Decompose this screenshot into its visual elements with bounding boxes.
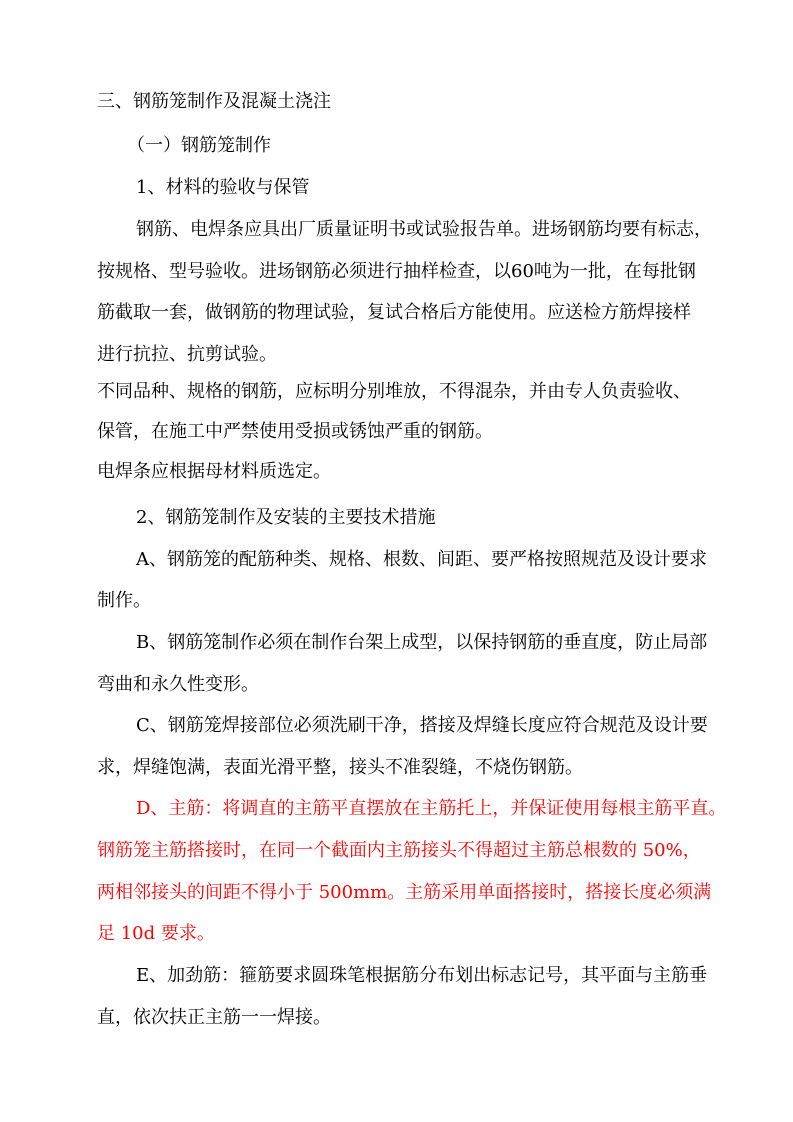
subsection-heading: （一）钢筋笼制作: [127, 135, 271, 156]
item2-heading: 2、钢筋笼制作及安装的主要技术措施: [136, 507, 436, 528]
para2-line: 保管，在施工中严禁使用受损或锈蚀严重的钢筋。: [97, 421, 493, 442]
para-a-line: 制作。: [97, 590, 151, 611]
para1-line: 钢筋、电焊条应具出厂质量证明书或试验报告单。进场钢筋均要有标志，: [136, 219, 712, 240]
para1-line: 进行抗拉、抗剪试验。: [97, 344, 277, 365]
section-heading: 三、钢筋笼制作及混凝土浇注: [97, 91, 331, 112]
para1-line: 按规格、型号验收。进场钢筋必须进行抽样检查，以60吨为一批，在每批钢: [97, 261, 696, 282]
para-d-line: D、主筋：将调直的主筋平直摆放在主筋托上，并保证使用每根主筋平直。: [136, 798, 727, 819]
para-e-line: E、加劲筋：箍筋要求圆珠笔根据筋分布划出标志记号，其平面与主筋垂: [136, 965, 708, 986]
para-a-line: A、钢筋笼的配筋种类、规格、根数、间距、要严格按照规范及设计要求: [136, 549, 707, 570]
para3-line: 电焊条应根据母材料质选定。: [97, 461, 331, 482]
para1-line: 筋截取一套，做钢筋的物理试验，复试合格后方能使用。应送检方筋焊接样: [97, 302, 691, 323]
para-b-line: B、钢筋笼制作必须在制作台架上成型，以保持钢筋的垂直度，防止局部: [136, 632, 708, 653]
para-d-line: 足 10d 要求。: [97, 923, 215, 944]
item1-heading: 1、材料的验收与保管: [136, 177, 310, 198]
para-c-line: C、钢筋笼焊接部位必须洗刷干净，搭接及焊缝长度应符合规范及设计要: [136, 715, 708, 736]
para2-line: 不同品种、规格的钢筋，应标明分别堆放，不得混杂，并由专人负责验收、: [97, 381, 691, 402]
para-d-line: 钢筋笼主筋搭接时，在同一个截面内主筋接头不得超过主筋总根数的 50%，: [97, 840, 701, 861]
para-c-line: 求，焊缝饱满，表面光滑平整，接头不准裂缝，不烧伤钢筋。: [97, 757, 583, 778]
para-e-line: 直，依次扶正主筋一一焊接。: [97, 1007, 331, 1028]
para-b-line: 弯曲和永久性变形。: [97, 674, 259, 695]
para-d-line: 两相邻接头的间距不得小于 500mm。主筋采用单面搭接时，搭接长度必须满: [97, 882, 712, 903]
